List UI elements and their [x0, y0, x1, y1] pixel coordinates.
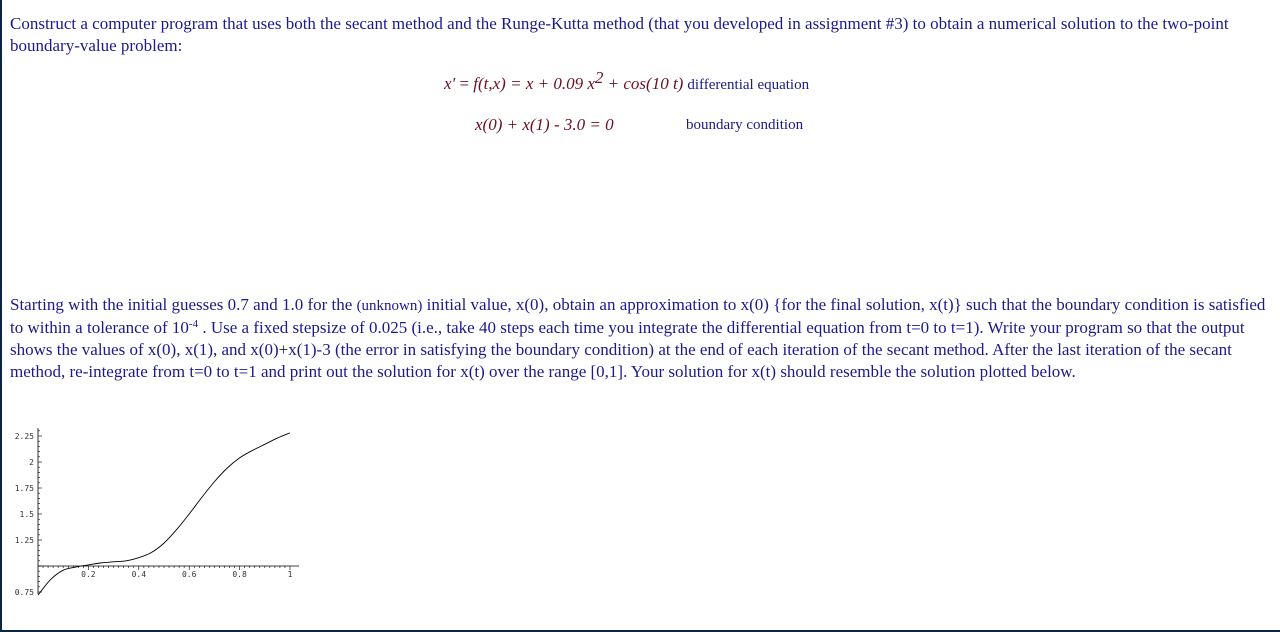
x-tick-label: 1 — [287, 570, 293, 579]
tolerance-exponent: -4 — [188, 318, 199, 330]
y-tick-label: 1.5 — [19, 510, 34, 519]
y-tick-label: 2.25 — [14, 432, 34, 441]
boundary-condition-equation — [475, 115, 614, 135]
x-tick-label: 0.8 — [232, 570, 247, 579]
eq1-equals: = — [455, 74, 474, 93]
y-tick-label: 0.75 — [14, 588, 34, 597]
eq1-label: differential equation — [687, 77, 810, 93]
x-tick-label: 0.2 — [81, 570, 96, 579]
body-part-2: initial value, x(0), obtain an approximation to x(0) {for the final solution, x(t)} such that the boundary condition is satisfied to within a tolerance of 10 — [10, 295, 1266, 337]
eq1-rhs-a: = x + 0.09 x — [505, 74, 595, 93]
solution-curve — [38, 433, 290, 595]
solution-plot — [0, 420, 320, 600]
differential-equation — [444, 68, 810, 94]
eq2-label: boundary condition — [686, 117, 804, 133]
eq1-lhs: x' — [444, 74, 456, 93]
eq1-exponent: 2 — [594, 68, 604, 87]
boundary-condition-label-wrap — [686, 116, 803, 134]
body-part-1: Starting with the initial guesses 0.7 and 1.0 for the — [10, 295, 357, 314]
eq2-expression: x(0) + x(1) - 3.0 = 0 — [475, 115, 614, 134]
intro-paragraph: Construct a computer program that uses both the secant method and the Runge-Kutta method (that you developed in assignment #3) to obtain a numerical solution to the two-point boundary-value problem: — [10, 14, 1229, 55]
y-tick-label: 2 — [29, 458, 34, 467]
instructions-paragraph — [10, 294, 1272, 383]
eq1-function: f(t,x) — [473, 74, 506, 93]
y-tick-label: 1.75 — [14, 484, 34, 493]
body-unknown: (unknown) — [356, 298, 423, 314]
y-tick-label: 1.25 — [14, 536, 34, 545]
x-tick-label: 0.4 — [131, 570, 147, 579]
eq1-rhs-b: + cos(10 t) — [603, 74, 684, 93]
x-tick-label: 0.6 — [181, 570, 197, 579]
body-part-3: . Use a fixed stepsize of 0.025 (i.e., take 40 steps each time you integrate the differential equation from t=0 to t=1). Write your program so that the output shows the values of x(0), x(1), and x(0)+x(1)-3 (the error in satisfying the boundary condition) at the end of each iteration of the secant method. After the last iteration of the secant method, re-integrate from t=0 to t=1 and print out the solution for x(t) over the range [0,1]. Your solution for x(t) should resemble the solution plotted below. — [10, 318, 1245, 381]
